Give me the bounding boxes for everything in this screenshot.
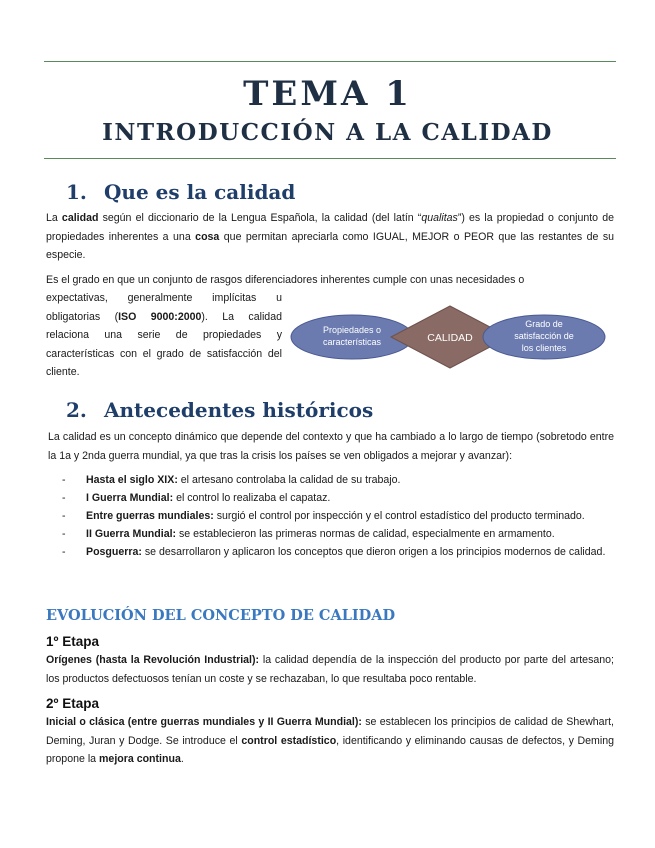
bullet-dash: - [62,546,66,558]
text-run: La [46,212,62,224]
evolution-heading: EVOLUCIÓN DEL CONCEPTO DE CALIDAD [46,607,396,624]
list-item [62,525,614,543]
section-2-heading [66,398,373,422]
satisfaction-label-2: satisfacción de [514,331,574,341]
list-item [62,507,614,525]
list-item-text: se establecieron las primeras normas de calidad, especialmente en armamento. [176,528,555,540]
history-list [62,471,614,561]
bullet-dash: - [62,510,66,522]
text-run: ). La calidad relaciona una serie de propiedades y características con el grado de satisfacción del cliente. [46,310,282,378]
text-run: expectativas, generalmente implícitas u obligatorias ( [46,292,282,323]
text-run: se establecen los principios de calidad de Shewhart, Deming, Juran y Dodge. Se introduce el [46,716,614,747]
term-mejora-continua: mejora continua [99,753,181,765]
stage-2-text [46,713,614,769]
list-item-label: I Guerra Mundial: [86,492,174,504]
text-run: que permitan apreciarla como IGUAL, MEJOR o PEOR que las restantes de su especie. [46,230,615,261]
satisfaction-label-3: los clientes [521,343,567,353]
section-1-heading [66,180,295,204]
satisfaction-label-1: Grado de [525,319,563,329]
stage-1-title: 1º Etapa [46,634,99,649]
text-run: , identificando y eliminando causas de defectos, y Deming propone la [46,734,615,765]
list-item-text: el control lo realizaba el capataz. [173,492,331,504]
quality-diagram [290,300,610,376]
section-1-title: Que es la calidad [104,180,296,204]
list-item [62,543,614,561]
list-item-text: el artesano controlaba la calidad de su trabajo. [177,474,401,486]
list-item-label: Entre guerras mundiales: [86,510,214,522]
title-bottom-rule [44,158,616,159]
section-2-number: 2. [66,398,87,422]
top-rule [44,61,616,62]
iso-paragraph-line1: Es el grado en que un conjunto de rasgos diferenciadores inherentes cumple con unas necesidades o [46,274,525,286]
properties-label-1: Propiedades o [322,325,382,335]
list-item-label: II Guerra Mundial: [86,528,177,540]
list-item [62,489,614,507]
text-run: . [180,753,184,765]
history-intro: La calidad es un concepto dinámico que depende del contexto y que ha cambiado a lo largo de tiempo (sobretodo entre la 1a y 2nda guerra mundial, ya que tras la crisis los países se ven obligados a mejorar y avanzar): [48,431,614,462]
stage-2-title: 2º Etapa [46,696,99,711]
term-qualitas: qualitas [421,212,458,224]
text-run: la calidad dependía de la inspección del producto por parte del artesano; los productos defectuosos tenían un coste y se rechazaban, lo que resultaba poco rentable. [46,654,614,685]
bullet-dash: - [62,528,66,540]
bullet-dash: - [62,474,66,486]
list-item-text: surgió el control por inspección y el control estadístico del producto terminado. [213,510,585,522]
text-run: según el diccionario de la Lengua Española, la calidad (del latín “ [98,212,422,224]
bullet-dash: - [62,492,66,504]
page-subtitle: INTRODUCCIÓN A LA CALIDAD [102,119,553,146]
list-item-label: Posguerra: [86,546,142,558]
iso-paragraph-rest [46,289,282,382]
term-cosa: cosa [195,230,220,243]
term-calidad: calidad [61,212,99,224]
section-1-number: 1. [66,180,87,204]
definition-paragraph [46,209,614,265]
iso-reference: ISO 9000:2000 [118,310,202,323]
term-control-estadistico: control estadístico [241,734,337,747]
properties-label-2: características [322,337,382,347]
list-item-text: se desarrollaron y aplicaron los conceptos que dieron origen a los principios modernos de calidad. [141,546,606,558]
text-run: ”) es la propiedad o conjunto de propiedades inherentes a una [46,212,614,243]
section-2-title: Antecedentes históricos [104,398,374,422]
stage-1-label: Orígenes (hasta la Revolución Industrial): [46,654,260,666]
page-title: TEMA 1 [243,74,412,114]
list-item-label: Hasta el siglo XIX: [86,474,178,486]
calidad-label: CALIDAD [427,332,473,344]
stage-2-label: Inicial o clásica (entre guerras mundiales y II Guerra Mundial): [46,716,362,728]
stage-1-text [46,651,614,688]
list-item [62,471,614,489]
